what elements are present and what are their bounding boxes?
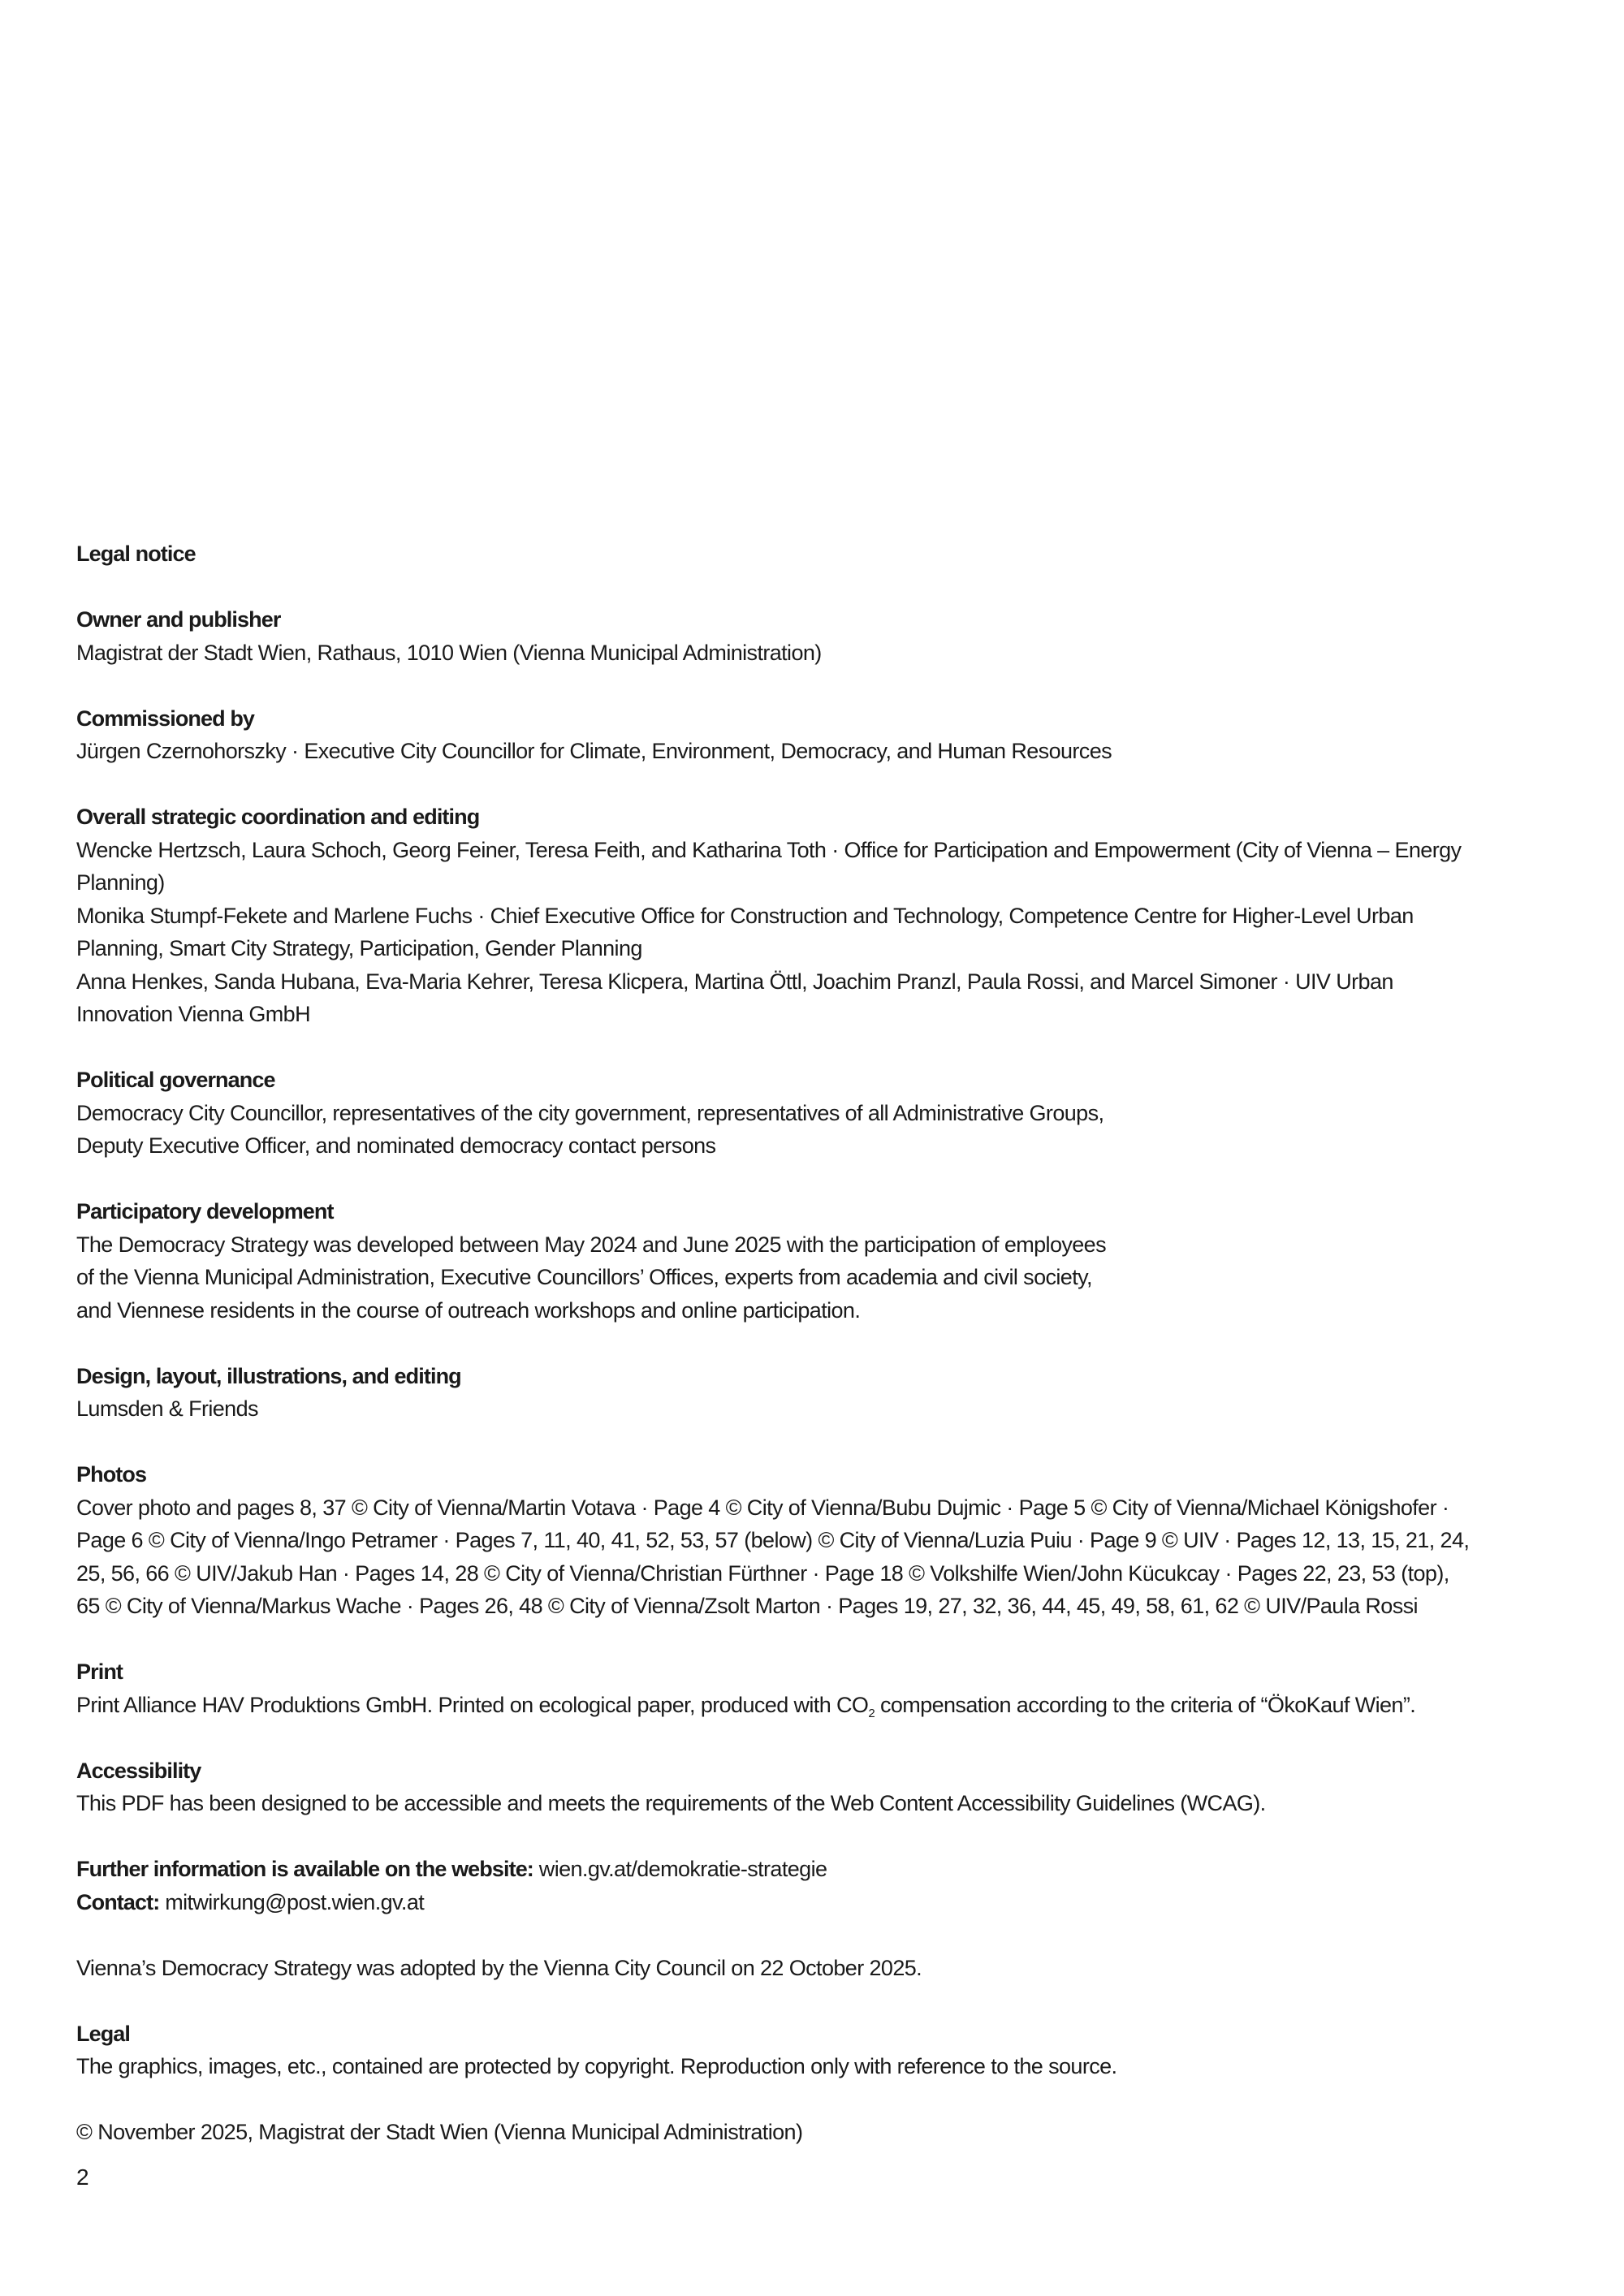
coordination-heading: Overall strategic coordination and editing bbox=[76, 805, 480, 829]
participatory-line: and Viennese residents in the course of outreach workshops and online participation. bbox=[76, 1297, 861, 1323]
design-text: Lumsden & Friends bbox=[76, 1396, 258, 1421]
coordination-line: Monika Stumpf-Fekete and Marlene Fuchs · Chief Executive Office for Construction and Technology, Competence Centre for Higher-Level Urban Planning, Smart City Strategy, Participation, Gender Planning bbox=[76, 903, 1414, 960]
design-section bbox=[76, 1360, 1473, 1426]
governance-heading: Political governance bbox=[76, 1068, 275, 1092]
owner-heading: Owner and publisher bbox=[76, 607, 281, 632]
legal-section bbox=[76, 2018, 1473, 2083]
contact-line bbox=[76, 1886, 1473, 1919]
legal-notice-title: Legal notice bbox=[76, 542, 196, 566]
participatory-line: of the Vienna Municipal Administration, Executive Councillors’ Offices, experts from academia and civil society, bbox=[76, 1265, 1092, 1289]
accessibility-heading: Accessibility bbox=[76, 1758, 201, 1783]
adoption-text: Vienna’s Democracy Strategy was adopted by the Vienna City Council on 22 October 2025. bbox=[76, 1955, 922, 1980]
coordination-line: Anna Henkes, Sanda Hubana, Eva-Maria Kehrer, Teresa Klicpera, Martina Öttl, Joachim Pranzl, Paula Rossi, and Marcel Simoner · UIV Urban Innovation Vienna GmbH bbox=[76, 969, 1393, 1026]
coordination-section bbox=[76, 801, 1473, 1031]
accessibility-section bbox=[76, 1754, 1473, 1820]
print-heading: Print bbox=[76, 1659, 123, 1684]
owner-text: Magistrat der Stadt Wien, Rathaus, 1010 Wien (Vienna Municipal Administration) bbox=[76, 640, 822, 665]
photos-credits: Cover photo and pages 8, 37 © City of Vienna/Martin Votava · Page 4 © City of Vienna/Bubu Dujmic · Page 5 © City of Vienna/Michael Königshofer · Page 6 © City of Vienna/Ingo Petramer · Pages 7, 11, 40, 41, 52, 53, 57 (below) © City of Vienna/Luzia Puiu · Page 9 © UIV · Pages 12, 13, 15, 21, 24, 25, 56, 66 © UIV/Jakub Han · Pages 14, 28 © City of Vienna/Christian Fürthner · Page 18 © Volkshilfe Wien/John Kücukcay · Pages 22, 23, 53 (top), 65 © City of Vienna/Markus Wache · Pages 26, 48 © City of Vienna/Zsolt Marton · Pages 19, 27, 32, 36, 44, 45, 49, 58, 61, 62 © UIV/Paula Rossi bbox=[76, 1495, 1470, 1618]
legal-text: The graphics, images, etc., contained are protected by copyright. Reproduction only with reference to the source. bbox=[76, 2054, 1117, 2078]
print-text bbox=[76, 1689, 1473, 1722]
commissioned-text: Jürgen Czernohorszky · Executive City Councillor for Climate, Environment, Democracy, and Human Resources bbox=[76, 739, 1112, 763]
page-number: 2 bbox=[76, 2164, 89, 2190]
legal-heading: Legal bbox=[76, 2021, 131, 2046]
copyright-section bbox=[76, 2116, 1473, 2149]
copyright-text: © November 2025, Magistrat der Stadt Wien (Vienna Municipal Administration) bbox=[76, 2120, 803, 2144]
contact-email-link[interactable]: mitwirkung@post.wien.gv.at bbox=[159, 1889, 425, 1914]
owner-section bbox=[76, 603, 1473, 669]
design-heading: Design, layout, illustrations, and editing bbox=[76, 1363, 461, 1388]
participatory-section bbox=[76, 1195, 1473, 1327]
website-link[interactable]: wien.gv.at/demokratie-strategie bbox=[533, 1857, 827, 1881]
co2-subscript: 2 bbox=[868, 1706, 875, 1720]
website-label: Further information is available on the website: bbox=[76, 1857, 533, 1881]
print-text-before: Print Alliance HAV Produktions GmbH. Printed on ecological paper, produced with CO bbox=[76, 1692, 869, 1717]
accessibility-text: This PDF has been designed to be accessible and meets the requirements of the Web Content Accessibility Guidelines (WCAG). bbox=[76, 1791, 1266, 1815]
contact-label: Contact: bbox=[76, 1889, 160, 1914]
governance-line: Deputy Executive Officer, and nominated democracy contact persons bbox=[76, 1133, 716, 1158]
commissioned-section bbox=[76, 702, 1473, 768]
adoption-section bbox=[76, 1952, 1473, 1985]
photos-section bbox=[76, 1458, 1473, 1623]
website-line bbox=[76, 1853, 1473, 1886]
coordination-line: Wencke Hertzsch, Laura Schoch, Georg Feiner, Teresa Feith, and Katharina Toth · Office for Participation and Empowerment (City of Vienna – Energy Planning) bbox=[76, 837, 1462, 895]
participatory-heading: Participatory development bbox=[76, 1199, 334, 1224]
governance-line: Democracy City Councillor, representatives of the city government, representatives of all Administrative Groups, bbox=[76, 1100, 1104, 1125]
legal-notice-section bbox=[76, 537, 1473, 571]
imprint bbox=[76, 537, 1473, 2182]
print-text-after: compensation according to the criteria of “ÖkoKauf Wien”. bbox=[875, 1692, 1416, 1717]
print-section bbox=[76, 1655, 1473, 1721]
contact-section bbox=[76, 1853, 1473, 1918]
governance-section bbox=[76, 1064, 1473, 1163]
participatory-line: The Democracy Strategy was developed between May 2024 and June 2025 with the participation of employees bbox=[76, 1232, 1106, 1257]
photos-heading: Photos bbox=[76, 1462, 147, 1487]
commissioned-heading: Commissioned by bbox=[76, 706, 255, 731]
